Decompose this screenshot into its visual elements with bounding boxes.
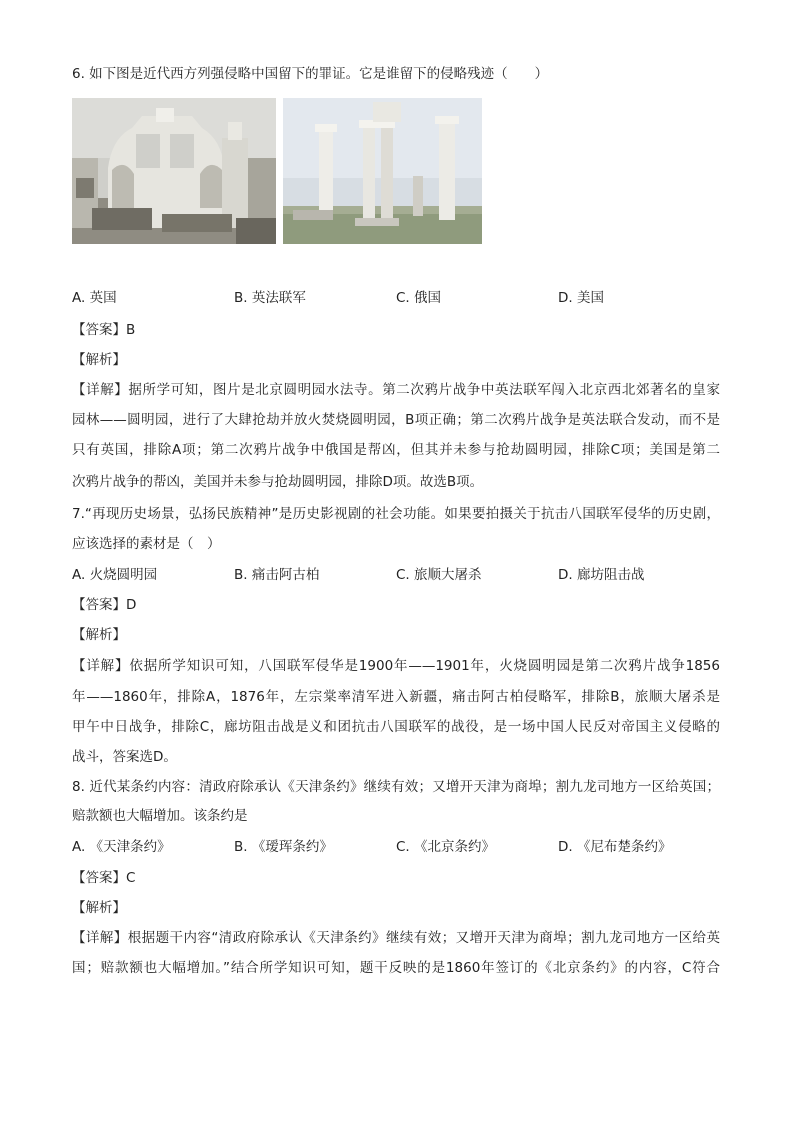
q8-stem: 8. 近代某条约内容：清政府除承认《天津条约》继续有效；又增开天津为商埠；割九龙司地方一区给英国； — [72, 779, 720, 795]
q7-option-a: A. 火烧圆明园 — [72, 567, 158, 583]
ruins-photo-right — [283, 98, 482, 244]
q6-option-d: D. 美国 — [558, 290, 604, 306]
q6-detail-line: 园林——圆明园，进行了大肆抢劫并放火焚烧圆明园，B项正确；第二次鸦片战争是英法联合发动，而不是 — [72, 412, 720, 428]
q8-answer: 【答案】C — [72, 870, 136, 886]
q8-option-c: C. 《北京条约》 — [396, 839, 496, 855]
q8-option-b: B. 《瑷珲条约》 — [234, 839, 333, 855]
q8-option-d: D. 《尼布楚条约》 — [558, 839, 672, 855]
q6-answer: 【答案】B — [72, 322, 136, 338]
q8-detail-line: 国；赔款额也大幅增加。”结合所学知识可知，题干反映的是1860年签订的《北京条约》的内容，C符合 — [72, 960, 720, 976]
ruins-photo-left — [72, 98, 276, 244]
q6-option-c: C. 俄国 — [396, 290, 442, 306]
q6-detail-line: 【详解】据所学可知，图片是北京圆明园水法寺。第二次鸦片战争中英法联军闯入北京西北郊著名的皇家 — [72, 382, 720, 398]
q8-stem: 赔款额也大幅增加。该条约是 — [72, 808, 248, 824]
q7-detail-line: 【详解】依据所学知识可知，八国联军侵华是1900年——1901年，火烧圆明园是第二次鸦片战争1856 — [72, 658, 720, 674]
q7-detail-line: 甲午中日战争，排除C，廊坊阻击战是义和团抗击八国联军的战役，是一场中国人民反对帝国主义侵略的 — [72, 719, 720, 735]
q8-analysis-tag: 【解析】 — [72, 900, 126, 916]
q7-stem: 7.“再现历史场景，弘扬民族精神”是历史影视剧的社会功能。如果要拍摄关于抗击八国联军侵华的历史剧， — [72, 506, 720, 522]
q8-detail-line: 【详解】根据题干内容“清政府除承认《天津条约》继续有效；又增开天津为商埠；割九龙司地方一区给英 — [72, 930, 720, 946]
q6-analysis-tag: 【解析】 — [72, 352, 126, 368]
q7-detail-line: 战斗，答案选D。 — [72, 749, 177, 765]
q6-stem: 6. 如下图是近代西方列强侵略中国留下的罪证。它是谁留下的侵略残迹（ ） — [72, 66, 549, 82]
q6-detail-line: 只有英国，排除A项；第二次鸦片战争中俄国是帮凶，但其并未参与抢劫圆明园，排除C项；美国是第二 — [72, 442, 720, 458]
q7-option-c: C. 旅顺大屠杀 — [396, 567, 482, 583]
q6-option-a: A. 英国 — [72, 290, 117, 306]
q7-option-d: D. 廊坊阻击战 — [558, 567, 645, 583]
q7-analysis-tag: 【解析】 — [72, 627, 126, 643]
q6-detail-line: 次鸦片战争的帮凶，美国并未参与抢劫圆明园，排除D项。故选B项。 — [72, 474, 484, 490]
q6-option-b: B. 英法联军 — [234, 290, 306, 306]
q7-stem: 应该选择的素材是（ ） — [72, 536, 221, 552]
q7-option-b: B. 痛击阿古柏 — [234, 567, 320, 583]
q7-answer: 【答案】D — [72, 597, 137, 613]
q7-detail-line: 年——1860年，排除A，1876年，左宗棠率清军进入新疆，痛击阿古柏侵略军，排除B，旅顺大屠杀是 — [72, 689, 720, 705]
q8-option-a: A. 《天津条约》 — [72, 839, 171, 855]
